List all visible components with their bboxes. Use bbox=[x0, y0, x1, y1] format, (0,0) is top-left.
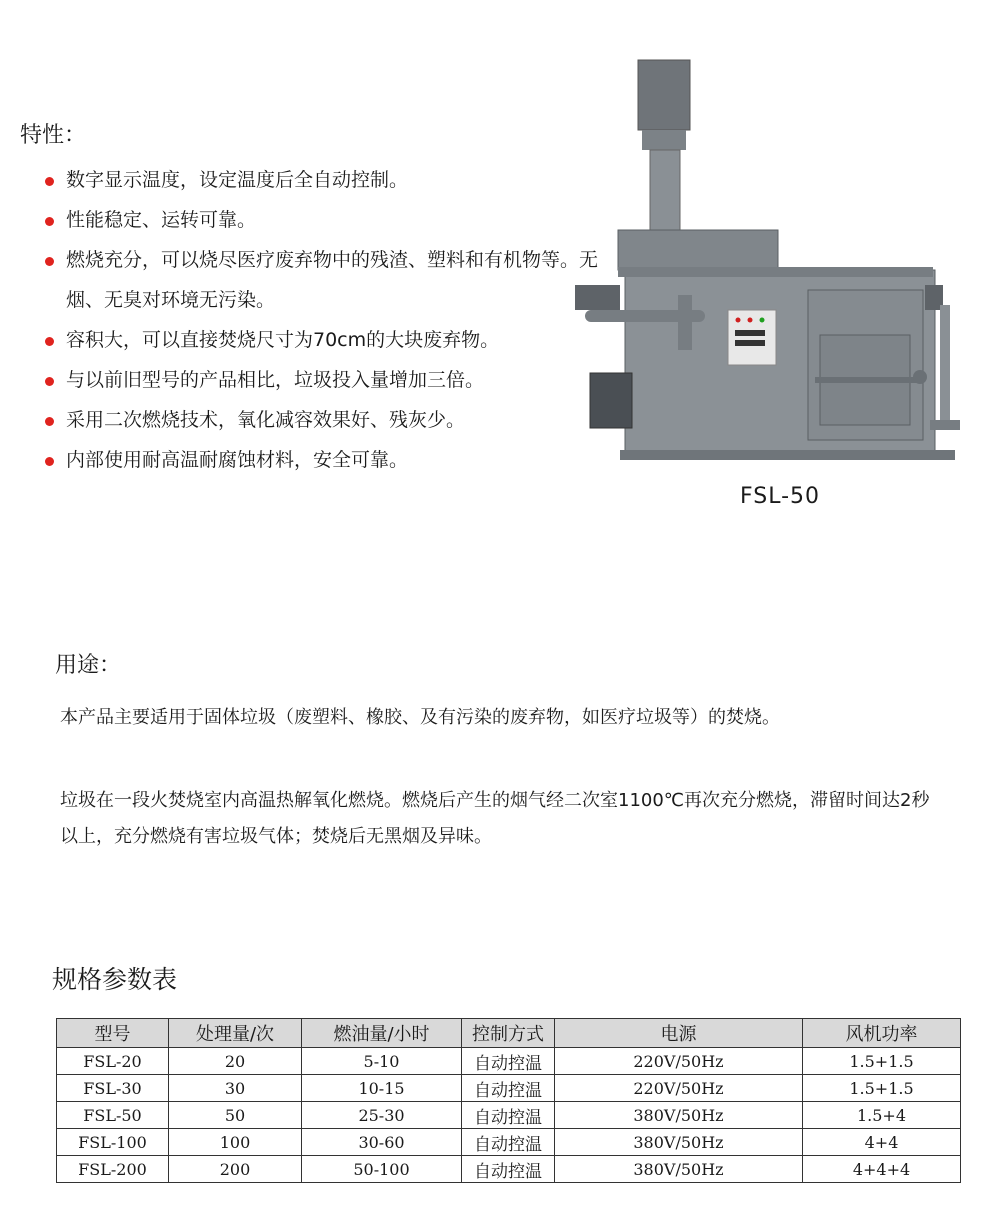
cell: 30-60 bbox=[302, 1129, 462, 1156]
feature-item: 与以前旧型号的产品相比，垃圾投入量增加三倍。 bbox=[40, 360, 600, 400]
cell: 1.5+4 bbox=[803, 1102, 961, 1129]
cell: 380V/50Hz bbox=[555, 1129, 803, 1156]
cell: 自动控温 bbox=[462, 1048, 555, 1075]
feature-item: 容积大，可以直接焚烧尺寸为70cm的大块废弃物。 bbox=[40, 320, 600, 360]
header-model: 型号 bbox=[57, 1019, 169, 1048]
feature-item: 性能稳定、运转可靠。 bbox=[40, 200, 600, 240]
cell: 25-30 bbox=[302, 1102, 462, 1129]
cell: 5-10 bbox=[302, 1048, 462, 1075]
model-caption: FSL-50 bbox=[740, 484, 821, 509]
cell: FSL-200 bbox=[57, 1156, 169, 1183]
feature-item: 内部使用耐高温耐腐蚀材料，安全可靠。 bbox=[40, 440, 600, 480]
cell: 220V/50Hz bbox=[555, 1048, 803, 1075]
cell: 380V/50Hz bbox=[555, 1102, 803, 1129]
table-row bbox=[57, 1129, 961, 1156]
cell: 自动控温 bbox=[462, 1075, 555, 1102]
cell: 10-15 bbox=[302, 1075, 462, 1102]
usage-paragraph: 垃圾在一段火焚烧室内高温热解氧化燃烧。燃烧后产生的烟气经二次室1100℃再次充分燃烧，滞留时间达2秒以上，充分燃烧有害垃圾气体；焚烧后无黑烟及异味。 bbox=[60, 790, 930, 847]
cell: 4+4 bbox=[803, 1129, 961, 1156]
cell: 4+4+4 bbox=[803, 1156, 961, 1183]
feature-item: 数字显示温度，设定温度后全自动控制。 bbox=[40, 160, 600, 200]
header-power: 电源 bbox=[555, 1019, 803, 1048]
bullet-icon bbox=[45, 257, 54, 266]
cell: FSL-100 bbox=[57, 1129, 169, 1156]
cell: 380V/50Hz bbox=[555, 1156, 803, 1183]
usage-title: 用途： bbox=[55, 653, 122, 678]
table-row bbox=[57, 1102, 961, 1129]
incinerator-image bbox=[570, 55, 970, 475]
cell: 自动控温 bbox=[462, 1129, 555, 1156]
spec-title: 规格参数表 bbox=[52, 965, 178, 994]
cell: 30 bbox=[169, 1075, 302, 1102]
features-title: 特性： bbox=[20, 123, 87, 148]
cell: 1.5+1.5 bbox=[803, 1048, 961, 1075]
table-row bbox=[57, 1048, 961, 1075]
bullet-icon bbox=[45, 177, 54, 186]
cell: FSL-50 bbox=[57, 1102, 169, 1129]
table-header-row bbox=[57, 1019, 961, 1048]
cell: FSL-30 bbox=[57, 1075, 169, 1102]
header-capacity: 处理量/次 bbox=[169, 1019, 302, 1048]
header-control: 控制方式 bbox=[462, 1019, 555, 1048]
cell: 1.5+1.5 bbox=[803, 1075, 961, 1102]
bullet-icon bbox=[45, 377, 54, 386]
cell: FSL-20 bbox=[57, 1048, 169, 1075]
cell: 100 bbox=[169, 1129, 302, 1156]
features-list bbox=[40, 160, 600, 480]
cell: 20 bbox=[169, 1048, 302, 1075]
cell: 自动控温 bbox=[462, 1102, 555, 1129]
cell: 50-100 bbox=[302, 1156, 462, 1183]
cell: 50 bbox=[169, 1102, 302, 1129]
header-fan: 风机功率 bbox=[803, 1019, 961, 1048]
cell: 自动控温 bbox=[462, 1156, 555, 1183]
feature-item: 燃烧充分，可以烧尽医疗废弃物中的残渣、塑料和有机物等。无烟、无臭对环境无污染。 bbox=[40, 240, 600, 320]
table-row bbox=[57, 1075, 961, 1102]
bullet-icon bbox=[45, 337, 54, 346]
bullet-icon bbox=[45, 457, 54, 466]
cell: 220V/50Hz bbox=[555, 1075, 803, 1102]
bullet-icon bbox=[45, 217, 54, 226]
usage-paragraph: 本产品主要适用于固体垃圾（废塑料、橡胶、及有污染的废弃物，如医疗垃圾等）的焚烧。 bbox=[60, 707, 780, 728]
cell: 200 bbox=[169, 1156, 302, 1183]
table-row bbox=[57, 1156, 961, 1183]
header-fuel: 燃油量/小时 bbox=[302, 1019, 462, 1048]
bullet-icon bbox=[45, 417, 54, 426]
feature-item: 采用二次燃烧技术，氧化减容效果好、残灰少。 bbox=[40, 400, 600, 440]
spec-table bbox=[56, 1018, 961, 1183]
